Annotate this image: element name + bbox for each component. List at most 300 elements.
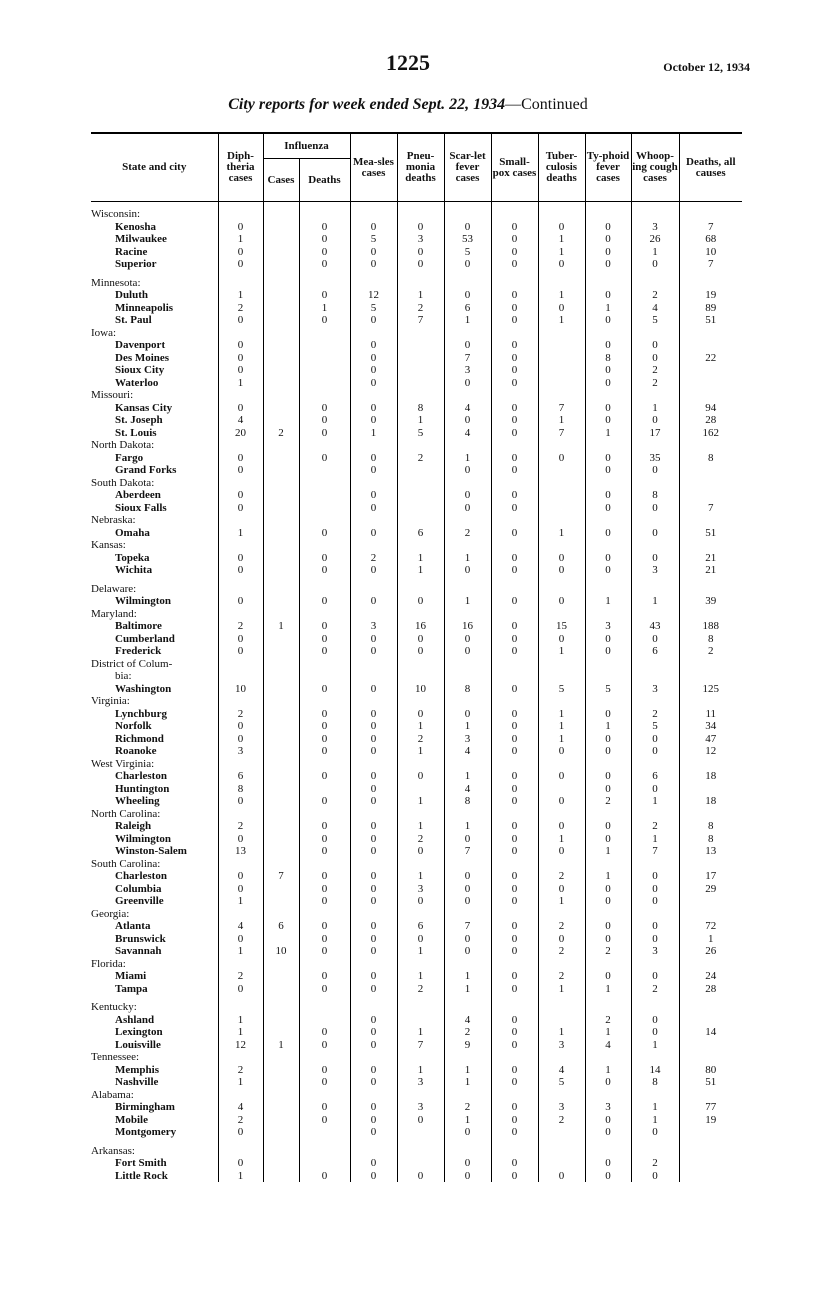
table-cell: 1 — [218, 377, 263, 390]
city-name: Racine — [115, 245, 148, 258]
state-row — [91, 1051, 742, 1064]
empty-cell — [538, 208, 585, 221]
table-cell — [263, 258, 299, 271]
table-cell: 0 — [218, 633, 263, 646]
empty-cell — [585, 1089, 631, 1102]
table-cell: 5 — [350, 233, 397, 246]
table-cell: 0 — [350, 720, 397, 733]
table-cell: 1 — [444, 1114, 491, 1127]
empty-cell — [350, 858, 397, 871]
table-cell: 72 — [679, 920, 742, 933]
table-cell: 0 — [299, 845, 350, 858]
table-row — [91, 883, 742, 896]
table-cell: 2 — [631, 983, 679, 996]
empty-cell — [444, 658, 491, 671]
table-cell — [538, 352, 585, 365]
table-cell: 0 — [491, 720, 538, 733]
city-name: Frederick — [115, 645, 162, 657]
table-cell: 2 — [538, 1114, 585, 1127]
table-cell: 7 — [631, 845, 679, 858]
table-cell: 0 — [444, 289, 491, 302]
empty-cell — [538, 858, 585, 871]
city-name: Sioux City — [115, 364, 165, 376]
table-cell: 3 — [397, 1076, 444, 1089]
table-cell: 47 — [679, 733, 742, 746]
empty-cell — [631, 389, 679, 402]
state-row — [91, 758, 742, 771]
table-cell: 8 — [444, 795, 491, 808]
empty-cell — [444, 908, 491, 921]
table-cell — [263, 633, 299, 646]
state-name: Arkansas: — [91, 1144, 135, 1157]
table-cell — [538, 364, 585, 377]
table-cell: 0 — [299, 414, 350, 427]
table-cell: 0 — [350, 489, 397, 502]
empty-cell — [218, 808, 263, 821]
empty-cell — [585, 389, 631, 402]
empty-cell — [585, 1051, 631, 1064]
table-cell: 0 — [350, 795, 397, 808]
empty-cell — [299, 858, 350, 871]
table-cell: 0 — [538, 564, 585, 577]
table-cell: 0 — [585, 452, 631, 465]
table-cell: 0 — [585, 883, 631, 896]
table-cell: 0 — [299, 595, 350, 608]
table-cell: 0 — [444, 1170, 491, 1183]
empty-cell — [218, 858, 263, 871]
table-cell: 1 — [444, 983, 491, 996]
table-cell: 0 — [585, 745, 631, 758]
table-cell: 0 — [299, 820, 350, 833]
empty-cell — [218, 908, 263, 921]
table-cell: 0 — [350, 246, 397, 259]
table-cell: 0 — [350, 745, 397, 758]
empty-cell — [218, 958, 263, 971]
empty-cell — [444, 958, 491, 971]
table-cell: 1 — [631, 795, 679, 808]
table-cell: 1 — [397, 564, 444, 577]
table-cell — [263, 833, 299, 846]
table-row — [91, 1101, 742, 1114]
table-cell: 0 — [491, 833, 538, 846]
table-row — [91, 983, 742, 996]
table-cell: 6 — [397, 527, 444, 540]
empty-cell — [299, 1001, 350, 1014]
table-cell: 1 — [263, 620, 299, 633]
table-cell: 0 — [299, 733, 350, 746]
table-cell: 1 — [631, 1039, 679, 1052]
table-cell: 16 — [444, 620, 491, 633]
table-cell — [263, 314, 299, 327]
table-cell: 1 — [444, 595, 491, 608]
table-cell: 0 — [585, 833, 631, 846]
table-cell: 0 — [299, 708, 350, 721]
empty-cell — [299, 695, 350, 708]
state-row — [91, 1001, 742, 1014]
header-measles: Mea-sles cases — [350, 133, 397, 202]
empty-cell — [538, 514, 585, 527]
table-cell: 0 — [350, 1170, 397, 1183]
table-cell: 0 — [218, 452, 263, 465]
table-cell: 0 — [491, 233, 538, 246]
table-cell — [299, 339, 350, 352]
table-cell: 0 — [491, 258, 538, 271]
table-cell: 0 — [631, 1126, 679, 1139]
empty-cell — [631, 477, 679, 490]
table-cell — [299, 1157, 350, 1170]
table-cell: 0 — [299, 427, 350, 440]
header-influenza-cases: Cases — [263, 159, 299, 202]
table-cell: 0 — [299, 983, 350, 996]
table-cell — [263, 1126, 299, 1139]
table-cell: 0 — [491, 970, 538, 983]
table-cell: 0 — [538, 795, 585, 808]
table-row — [91, 489, 742, 502]
empty-cell — [397, 858, 444, 871]
table-cell: 1 — [538, 1026, 585, 1039]
empty-cell — [631, 908, 679, 921]
empty-cell — [397, 514, 444, 527]
table-cell — [538, 464, 585, 477]
empty-cell — [491, 858, 538, 871]
table-cell: 0 — [631, 783, 679, 796]
table-cell: 0 — [299, 289, 350, 302]
city-name: Baltimore — [115, 620, 162, 632]
table-row — [91, 464, 742, 477]
empty-cell — [538, 583, 585, 596]
table-cell: 0 — [218, 314, 263, 327]
city-name: Birmingham — [115, 1101, 175, 1113]
table-cell: 0 — [491, 464, 538, 477]
city-name: Wichita — [115, 564, 153, 576]
table-cell: 0 — [299, 1114, 350, 1127]
table-cell: 0 — [397, 708, 444, 721]
city-name: Waterloo — [115, 376, 159, 389]
state-row — [91, 670, 742, 683]
table-cell: 0 — [585, 414, 631, 427]
empty-cell — [585, 658, 631, 671]
table-cell: 0 — [631, 464, 679, 477]
table-cell: 2 — [397, 452, 444, 465]
table-cell: 1 — [397, 745, 444, 758]
table-cell: 0 — [491, 552, 538, 565]
table-cell — [679, 377, 742, 390]
table-cell: 0 — [631, 933, 679, 946]
table-cell: 0 — [218, 502, 263, 515]
table-cell: 1 — [538, 246, 585, 259]
table-cell: 1 — [444, 720, 491, 733]
empty-cell — [444, 1051, 491, 1064]
empty-cell — [444, 1001, 491, 1014]
empty-cell — [444, 1145, 491, 1158]
table-cell: 0 — [218, 1157, 263, 1170]
table-cell — [263, 733, 299, 746]
table-row — [91, 620, 742, 633]
table-cell: 0 — [218, 258, 263, 271]
table-cell — [679, 339, 742, 352]
empty-cell — [218, 583, 263, 596]
empty-cell — [397, 958, 444, 971]
table-cell: 3 — [538, 1101, 585, 1114]
table-cell: 0 — [585, 645, 631, 658]
table-cell: 0 — [218, 833, 263, 846]
table-cell: 0 — [491, 414, 538, 427]
table-cell: 0 — [444, 377, 491, 390]
table-cell: 3 — [631, 221, 679, 234]
empty-cell — [350, 277, 397, 290]
state-name: Nebraska: — [91, 514, 136, 526]
table-cell: 0 — [491, 895, 538, 908]
city-name: Roanoke — [115, 745, 157, 757]
state-name: Wisconsin: — [91, 208, 141, 220]
table-cell: 0 — [585, 564, 631, 577]
table-cell: 0 — [491, 883, 538, 896]
empty-cell — [679, 327, 742, 340]
table-row — [91, 1064, 742, 1077]
table-cell: 3 — [631, 564, 679, 577]
empty-cell — [444, 695, 491, 708]
empty-cell — [538, 958, 585, 971]
empty-cell — [444, 389, 491, 402]
empty-cell — [538, 658, 585, 671]
table-cell — [263, 645, 299, 658]
table-cell: 7 — [538, 427, 585, 440]
table-cell: 0 — [218, 352, 263, 365]
empty-cell — [397, 583, 444, 596]
city-name: Louisville — [115, 1038, 161, 1051]
table-cell: 8 — [679, 833, 742, 846]
table-cell: 7 — [397, 314, 444, 327]
empty-cell — [679, 858, 742, 871]
table-cell: 0 — [491, 870, 538, 883]
table-cell: 9 — [444, 1039, 491, 1052]
table-row — [91, 1157, 742, 1170]
table-cell: 0 — [218, 720, 263, 733]
table-cell: 0 — [491, 933, 538, 946]
table-cell: 1 — [585, 1026, 631, 1039]
table-cell: 0 — [631, 895, 679, 908]
table-cell — [397, 1157, 444, 1170]
empty-cell — [350, 958, 397, 971]
table-row — [91, 258, 742, 271]
table-cell: 16 — [397, 620, 444, 633]
table-cell: 0 — [631, 1026, 679, 1039]
empty-cell — [263, 608, 299, 621]
table-cell: 10 — [397, 683, 444, 696]
table-cell: 1 — [397, 795, 444, 808]
table-cell: 1 — [538, 708, 585, 721]
empty-cell — [350, 477, 397, 490]
table-row — [91, 527, 742, 540]
table-cell: 0 — [538, 302, 585, 315]
table-cell: 0 — [444, 933, 491, 946]
table-cell: 13 — [218, 845, 263, 858]
table-cell — [679, 1126, 742, 1139]
empty-cell — [350, 758, 397, 771]
table-cell: 3 — [397, 1101, 444, 1114]
table-cell: 0 — [350, 339, 397, 352]
table-cell — [263, 1101, 299, 1114]
table-cell: 0 — [491, 645, 538, 658]
table-cell: 0 — [350, 645, 397, 658]
table-cell: 0 — [631, 502, 679, 515]
city-name: Fargo — [115, 451, 144, 464]
table-cell: 0 — [444, 870, 491, 883]
table-cell: 0 — [631, 352, 679, 365]
empty-cell — [585, 208, 631, 221]
table-cell: 0 — [397, 645, 444, 658]
table-cell: 0 — [444, 258, 491, 271]
table-row — [91, 783, 742, 796]
table-cell: 1 — [397, 289, 444, 302]
empty-cell — [218, 208, 263, 221]
table-cell: 0 — [631, 883, 679, 896]
table-cell: 1 — [218, 1026, 263, 1039]
table-row — [91, 633, 742, 646]
table-cell: 0 — [350, 870, 397, 883]
page-title-italic: City reports for week ended Sept. 22, 1934 — [228, 96, 506, 113]
table-cell: 18 — [679, 770, 742, 783]
table-cell: 0 — [444, 339, 491, 352]
header-pneumonia: Pneu-monia deaths — [397, 133, 444, 202]
table-cell: 0 — [350, 258, 397, 271]
table-cell: 0 — [538, 820, 585, 833]
table-cell: 0 — [350, 833, 397, 846]
table-cell — [263, 452, 299, 465]
empty-cell — [263, 1089, 299, 1102]
table-cell: 0 — [350, 983, 397, 996]
table-cell: 0 — [491, 1126, 538, 1139]
table-cell: 0 — [585, 783, 631, 796]
table-cell: 0 — [491, 352, 538, 365]
table-cell: 0 — [299, 633, 350, 646]
table-cell: 7 — [679, 258, 742, 271]
table-cell: 0 — [538, 595, 585, 608]
table-cell: 0 — [585, 464, 631, 477]
empty-cell — [350, 583, 397, 596]
table-cell — [679, 364, 742, 377]
table-cell: 89 — [679, 302, 742, 315]
table-cell: 0 — [299, 246, 350, 259]
state-row — [91, 327, 742, 340]
table-cell — [263, 820, 299, 833]
table-cell: 5 — [444, 246, 491, 259]
table-cell: 0 — [491, 1157, 538, 1170]
table-cell: 0 — [218, 339, 263, 352]
city-name: Fort Smith — [115, 1157, 167, 1169]
table-cell: 0 — [218, 402, 263, 415]
table-cell: 1 — [538, 645, 585, 658]
table-row — [91, 845, 742, 858]
empty-cell — [538, 1089, 585, 1102]
table-cell: 0 — [491, 1026, 538, 1039]
table-cell: 22 — [679, 352, 742, 365]
table-cell: 0 — [538, 221, 585, 234]
table-cell — [263, 595, 299, 608]
empty-cell — [263, 583, 299, 596]
table-cell: 0 — [299, 527, 350, 540]
city-name: Atlanta — [115, 920, 151, 932]
table-cell — [263, 1157, 299, 1170]
table-cell — [397, 502, 444, 515]
table-cell: 0 — [491, 302, 538, 315]
city-name: Omaha — [115, 526, 150, 539]
table-cell: 2 — [679, 645, 742, 658]
table-cell — [397, 352, 444, 365]
table-cell — [263, 895, 299, 908]
table-cell: 1 — [397, 820, 444, 833]
table-cell: 0 — [444, 1126, 491, 1139]
table-cell: 0 — [299, 1170, 350, 1183]
table-cell: 0 — [299, 683, 350, 696]
table-cell: 0 — [444, 489, 491, 502]
empty-cell — [299, 514, 350, 527]
table-cell: 0 — [585, 633, 631, 646]
table-cell: 1 — [538, 414, 585, 427]
empty-cell — [444, 277, 491, 290]
table-cell: 0 — [299, 452, 350, 465]
table-cell: 0 — [397, 1170, 444, 1183]
table-cell: 1 — [397, 970, 444, 983]
table-cell: 4 — [218, 1101, 263, 1114]
table-cell — [263, 745, 299, 758]
empty-cell — [491, 539, 538, 552]
table-cell: 0 — [350, 970, 397, 983]
empty-cell — [538, 439, 585, 452]
empty-cell — [538, 758, 585, 771]
table-cell: 0 — [538, 633, 585, 646]
table-cell: 0 — [444, 464, 491, 477]
table-cell: 5 — [350, 302, 397, 315]
empty-cell — [299, 327, 350, 340]
table-cell: 0 — [631, 970, 679, 983]
table-cell: 0 — [585, 970, 631, 983]
table-cell: 0 — [538, 258, 585, 271]
empty-cell — [350, 908, 397, 921]
table-cell: 0 — [397, 595, 444, 608]
table-cell: 2 — [538, 970, 585, 983]
table-cell: 0 — [350, 221, 397, 234]
table-row — [91, 452, 742, 465]
table-cell: 2 — [631, 820, 679, 833]
table-cell — [299, 502, 350, 515]
table-cell: 12 — [350, 289, 397, 302]
empty-cell — [491, 327, 538, 340]
table-cell — [263, 552, 299, 565]
table-cell: 0 — [585, 708, 631, 721]
table-cell: 0 — [299, 1101, 350, 1114]
empty-cell — [679, 758, 742, 771]
table-cell: 10 — [263, 945, 299, 958]
table-cell: 18 — [679, 795, 742, 808]
table-cell: 0 — [491, 733, 538, 746]
table-cell: 1 — [679, 933, 742, 946]
table-row — [91, 364, 742, 377]
empty-cell — [585, 908, 631, 921]
empty-cell — [679, 477, 742, 490]
table-cell: 94 — [679, 402, 742, 415]
empty-cell — [218, 1145, 263, 1158]
state-name: Georgia: — [91, 907, 130, 920]
table-cell: 7 — [679, 502, 742, 515]
table-cell: 0 — [538, 1170, 585, 1183]
empty-cell — [350, 670, 397, 683]
table-cell: 0 — [218, 870, 263, 883]
table-cell: 0 — [397, 633, 444, 646]
city-name: Little Rock — [115, 1169, 168, 1182]
table-cell: 0 — [350, 402, 397, 415]
empty-cell — [397, 1001, 444, 1014]
